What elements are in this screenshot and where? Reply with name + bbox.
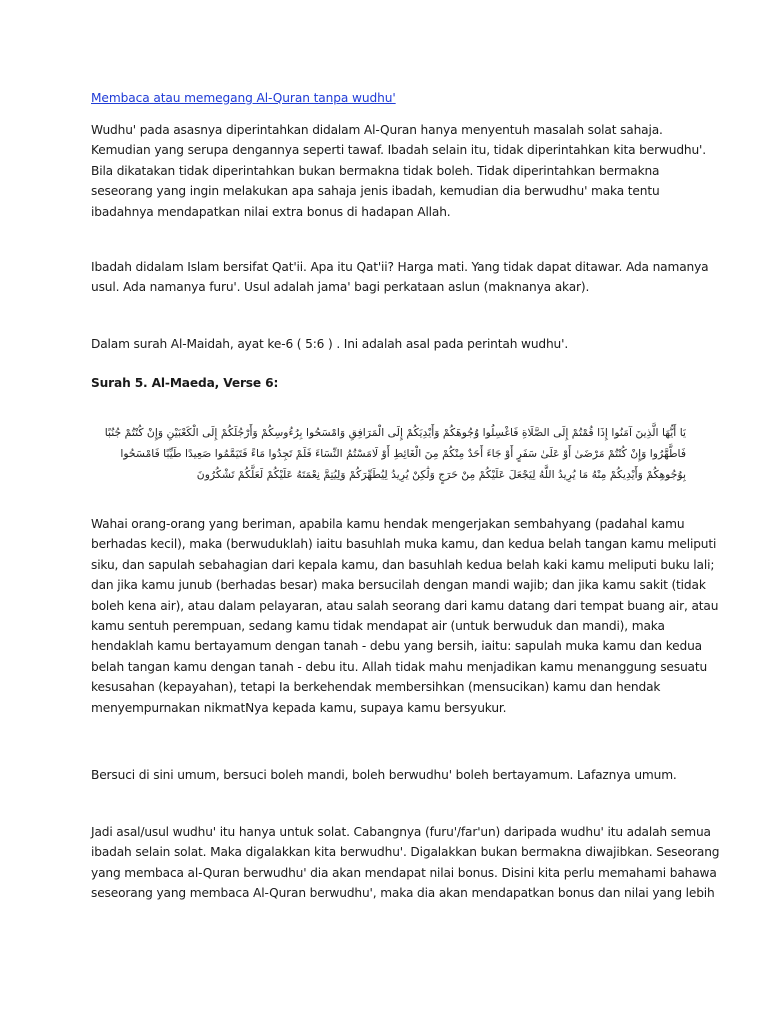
- text-line: Jadi asal/usul wudhu' itu hanya untuk solat. Cabangnya (furu'/far'un) daripada wudhu' itu adalah semua: [91, 825, 711, 839]
- text-line: boleh kena air), atau dalam pelayaran, atau salah seorang dari kamu datang dari tempat buang air, atau: [91, 598, 719, 613]
- text-line: Bersuci di sini umum, bersuci boleh mandi, boleh berwudhu' boleh bertayamum. Lafaznya umum.: [91, 768, 677, 782]
- surah-heading: [91, 373, 278, 393]
- text-line: kamu sentuh perempuan, sedang kamu tidak mendapat air (untuk berwuduk dan mandi), maka: [91, 619, 665, 634]
- paragraph-wudhu-basis: [91, 120, 706, 222]
- text-line: Surah 5. Al-Maeda, Verse 6:: [91, 376, 279, 390]
- paragraph-translation: [91, 514, 718, 718]
- arabic-line: بِوُجُوهِكُمْ وَأَيْدِيكُمْ مِنْهُ مَا يُرِيدُ اللَّهُ لِيَجْعَلَ عَلَيْكُمْ مِنْ حَرَجٍ وَلَٰكِنْ يُرِيدُ لِيُطَهِّرَكُمْ وَلِيُتِمَّ نِعْمَتَهُ عَلَيْكُمْ لَعَلَّكُمْ تَشْكُرُونَ: [196, 468, 686, 481]
- arabic-line: يَا أَيُّهَا الَّذِينَ آمَنُوا إِذَا قُمْتُمْ إِلَى الصَّلَاةِ فَاغْسِلُوا وُجُوهَكُمْ وَأَيْدِيَكُمْ إِلَى الْمَرَافِقِ وَامْسَحُوا بِرُءُوسِكُمْ وَأَرْجُلَكُمْ إِلَى الْكَعْبَيْنِ وَإِنْ كُنْتُمْ جُنُبًا: [104, 426, 686, 439]
- text-line: usul. Ada namanya furu'. Usul adalah jama' bagi perkataan aslun (maknanya akar).: [91, 280, 590, 295]
- text-line: ibadahnya mendapatkan nilai extra bonus di hadapan Allah.: [91, 204, 451, 219]
- text-line: Wahai orang-orang yang beriman, apabila kamu hendak mengerjakan sembahyang (padahal kamu: [91, 517, 685, 531]
- text-line: Ibadah didalam Islam bersifat Qat'ii. Apa itu Qat'ii? Harga mati. Yang tidak dapat ditawar. Ada namanya: [91, 260, 709, 274]
- text-line: Bila dikatakan tidak diperintahkan bukan bermakna tidak boleh. Tidak diperintahkan bermakna: [91, 163, 660, 178]
- text-line: belah tangan kamu dengan tanah - debu itu. Allah tidak mahu menjadikan kamu menanggung sesuatu: [91, 659, 708, 674]
- paragraph-surah-reference: [91, 334, 568, 354]
- text-line: hendaklah kamu bertayamum dengan tanah - debu yang bersih, iaitu: sapulah muka kamu dan kedua: [91, 639, 702, 654]
- arabic-verse: [91, 422, 686, 485]
- text-line: Wudhu' pada asasnya diperintahkan didalam Al-Quran hanya menyentuh masalah solat sahaja.: [91, 123, 663, 137]
- paragraph-bersuci: [91, 765, 677, 785]
- paragraph-asal-usul: [91, 822, 719, 904]
- text-line: berhadas kecil), maka (berwuduklah) iaitu basuhlah muka kamu, dan kedua belah tangan kamu meliputi: [91, 537, 717, 552]
- text-line: siku, dan sapulah sebahagian dari kepala kamu, dan basuhlah kedua belah kaki kamu meliputi buku lali;: [91, 557, 715, 572]
- arabic-line: فَاطَّهَّرُوا وَإِنْ كُنْتُمْ مَرْضَىٰ أَوْ عَلَىٰ سَفَرٍ أَوْ جَاءَ أَحَدٌ مِنْكُمْ مِنَ الْغَائِطِ أَوْ لَامَسْتُمُ النِّسَاءَ فَلَمْ تَجِدُوا مَاءً فَتَيَمَّمُوا صَعِيدًا طَيِّبًا فَامْسَحُوا: [120, 447, 686, 460]
- paragraph-qatii: [91, 257, 709, 298]
- text-line: ibadah selain solat. Maka digalakkan kita berwudhu'. Digalakkan bukan bermakna diwajibkan. Seseorang: [91, 845, 720, 860]
- text-line: Dalam surah Al-Maidah, ayat ke-6 ( 5:6 ) . Ini adalah asal pada perintah wudhu'.: [91, 337, 569, 351]
- text-line: yang membaca al-Quran berwudhu' dia akan mendapat nilai bonus. Disini kita perlu memahami bahawa: [91, 865, 717, 880]
- text-line: dan jika kamu junub (berhadas besar) maka bersucilah dengan mandi wajib; dan jika kamu sakit (tidak: [91, 578, 706, 593]
- text-line: menyempurnakan nikmatNya kepada kamu, supaya kamu bersyukur.: [91, 700, 507, 715]
- text-line: seseorang yang ingin melakukan apa sahaja jenis ibadah, kemudian dia berwudhu' maka tentu: [91, 184, 660, 199]
- text-line: Kemudian yang serupa dengannya seperti tawaf. Ibadah selain itu, tidak diperintahkan kita berwudhu'.: [91, 143, 706, 158]
- title-link[interactable]: Membaca atau memegang Al-Quran tanpa wudhu': [91, 91, 396, 105]
- text-line: seseorang yang membaca Al-Quran berwudhu', maka dia akan mendapatkan bonus dan nilai yang lebih: [91, 886, 715, 901]
- text-line: kesusahan (kepayahan), tetapi Ia berkehendak membersihkan (mensucikan) kamu dan hendak: [91, 680, 661, 695]
